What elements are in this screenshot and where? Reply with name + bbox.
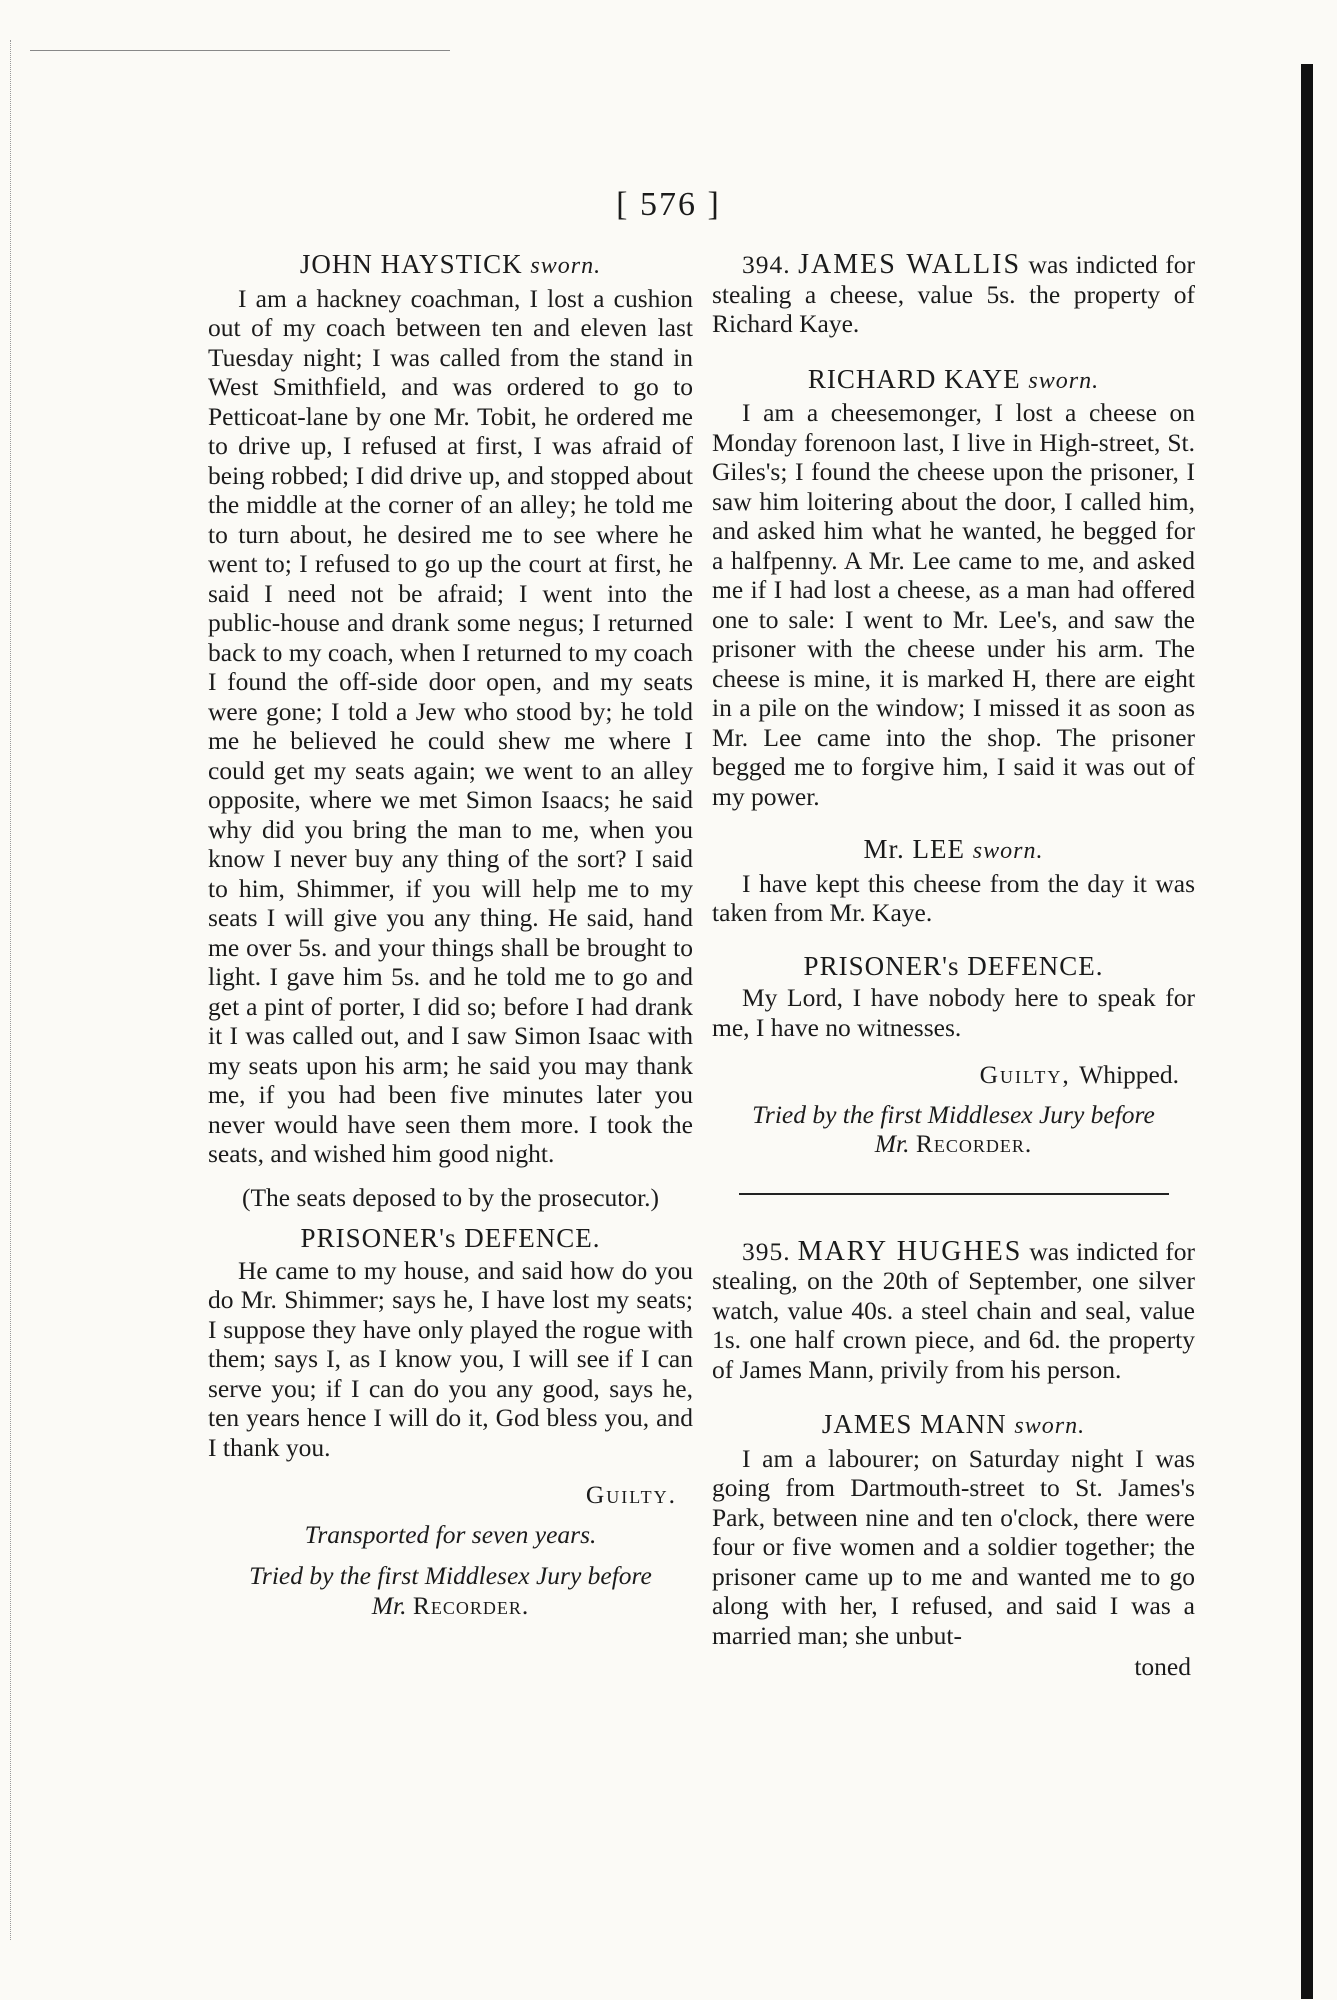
sworn-label: sworn.	[530, 253, 602, 279]
jury-text: Tried by the first Middlesex Jury before	[249, 1561, 652, 1590]
witness-heading-mann	[712, 1410, 1195, 1442]
witness-name: JOHN HAYSTICK	[299, 249, 523, 279]
jury-note	[712, 1100, 1195, 1159]
catchword: toned	[1134, 1652, 1191, 1681]
sworn-label: sworn.	[972, 838, 1044, 864]
case-number: 394.	[742, 250, 791, 279]
witness-name: RICHARD KAYE	[807, 363, 1021, 394]
jury-mr: Mr.	[874, 1129, 910, 1158]
verdict-sentence: Whipped.	[1079, 1060, 1179, 1089]
sworn-label: sworn.	[1028, 367, 1100, 394]
case-395	[712, 1237, 1195, 1385]
testimony-haystick: I am a hackney coachman, I lost a cushion out of my coach between ten and eleven last Tuesday night; I was called from the stand in West Smithfield, and was ordered to go to Petticoat-lane by one Mr. Tobit, he ordered me to drive up, I refused at first, I was afraid of being robbed; I did drive up, and stopped about the middle at the corner of an alley; he told me to turn about, he desired me to see where he went to; I refused to go up the court at first, he said I need not be afraid; I went into the public-house and drank some negus; I returned back to my coach, when I returned to my coach I found the off-side door open, and my seats were gone; I told a Jew who stood by; he told me he believed he could shew me where I could get my seats again; we went to an alley opposite, where we met Simon Isaacs; he said why did you bring the man to me, when you know I never buy any thing of the sort? I said to him, Shimmer, if you will help me to my seats I will give you any thing. He said, hand me over 5s. and your things shall be brought to light. I gave him 5s. and he told me to go and get a pint of porter, I did so; before I had drank it I was called out, and I saw Simon Isaac with my seats upon his arm; he said you may thank me, if you had been five minutes later you never would have seen them more. I took the seats, and wished him good night.	[208, 283, 693, 1168]
jury-recorder: Recorder.	[915, 1129, 1033, 1158]
witness-name: Mr. LEE	[863, 834, 966, 864]
right-column	[712, 250, 1195, 1682]
defence-text: He came to my house, and said how do you do Mr. Shimmer; says he, I have lost my seats; I suppose they have only played the rogue with them; says I, as I know you, I will see if I can serve you; if I can do you any good, says he, ten years hence I will do it, God bless you, and I thank you.	[208, 1255, 693, 1462]
jury-recorder: Recorder.	[412, 1590, 530, 1620]
testimony-lee: I have kept this cheese from the day it was taken from Mr. Kaye.	[712, 868, 1195, 927]
witness-heading-lee	[712, 835, 1195, 867]
case-394	[712, 250, 1195, 339]
deposed-note: (The seats deposed to by the prosecutor.)	[241, 1182, 660, 1212]
witness-heading-haystick	[208, 250, 693, 282]
witness-heading-kaye	[712, 365, 1195, 397]
defendant-name: MARY HUGHES	[797, 1235, 1023, 1267]
testimony-mann: I am a labourer; on Saturday night I was going from Dartmouth-street to St. James's Park, between nine and ten o'clock, there were four or five women and a soldier together; the prisoner came up to me and wanted me to go along with her, I refused, and said I was a married man; she unbut-	[712, 1443, 1195, 1650]
top-rule	[30, 50, 450, 51]
left-column	[208, 250, 693, 1620]
jury-note	[208, 1561, 693, 1620]
defence-heading: PRISONER's DEFENCE.	[803, 950, 1104, 981]
sworn-label: sworn.	[1014, 1413, 1086, 1439]
jury-text: Tried by the first Middlesex Jury before	[752, 1099, 1155, 1129]
page-number: [ 576 ]	[616, 186, 721, 223]
binding-spine	[1301, 64, 1313, 1999]
case-number: 395.	[742, 1236, 791, 1266]
defence-text: My Lord, I have nobody here to speak for me, I have no witnesses.	[712, 983, 1195, 1042]
defence-heading: PRISONER's DEFENCE.	[300, 1223, 601, 1253]
sentence: Transported for seven years.	[304, 1519, 597, 1549]
indictment-text: was indicted for stealing a cheese, value 5s. the property of Richard Kaye.	[712, 250, 1196, 338]
section-divider	[739, 1193, 1169, 1195]
verdict: Guilty.	[585, 1480, 677, 1509]
verdict	[712, 1060, 1179, 1090]
defendant-name: JAMES WALLIS	[798, 249, 1022, 280]
left-margin-edge	[10, 40, 15, 1940]
indictment-text: was indicted for stealing, on the 20th of September, one silver watch, value 40s. a steel chain and seal, value 1s. one half crown piece, and 6d. the property of James Mann, privily from his person.	[712, 1236, 1196, 1384]
testimony-kaye: I am a cheesemonger, I lost a cheese on Monday forenoon last, I live in High-street, St. Giles's; I found the cheese upon the prisoner, I saw him loitering about the door, I called him, and asked him what he wanted, he begged for a halfpenny. A Mr. Lee came to me, and asked me if I had lost a cheese, as a man had offered one to sale: I went to Mr. Lee's, and saw the prisoner with the cheese under his arm. The cheese is mine, it is marked H, there are eight in a pile on the window; I missed it as soon as Mr. Lee came into the shop. The prisoner begged me to forgive him, I said it was out of my power.	[712, 398, 1195, 811]
witness-name: JAMES MANN	[821, 1409, 1007, 1439]
jury-mr: Mr.	[371, 1590, 407, 1620]
verdict-word: Guilty,	[979, 1060, 1071, 1089]
